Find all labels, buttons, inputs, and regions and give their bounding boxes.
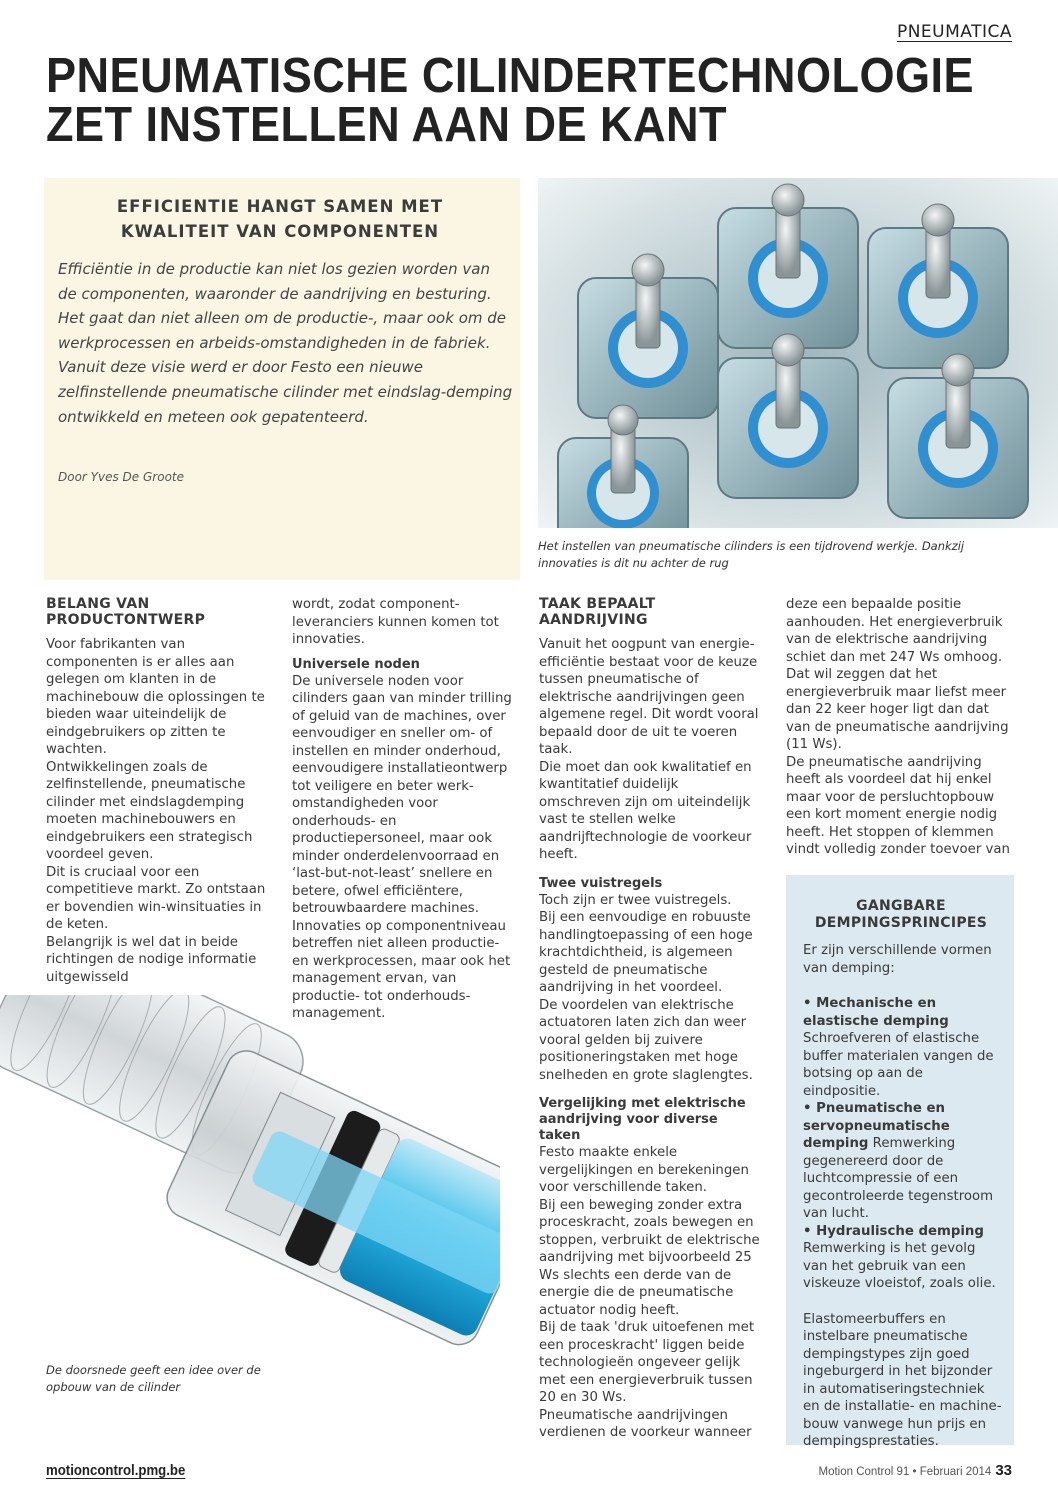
sidebar-body xyxy=(803,942,1003,1451)
sidebar-intro: Er zijn verschillende vormen van demping: xyxy=(803,943,992,976)
body-paragraph: Vanuit het oogpunt van energie-efficiëntie bestaat voor de keuze tussen pneumatische of elektrische aandrijvingen geen algemene regel. Dit wordt vooral bepaald door de uit te voeren taak. xyxy=(539,637,759,757)
sidebar-item xyxy=(803,1100,1003,1223)
subheading-line: Vergelijking met elektrische xyxy=(539,1096,746,1111)
page-number: 33 xyxy=(995,1462,1012,1479)
intro-lead xyxy=(58,257,513,429)
body-paragraph: wordt, zodat component-leveranciers kunnen komen tot innovaties. xyxy=(292,597,499,647)
footer-issue: Motion Control 91 • Februari 2014 xyxy=(818,1466,992,1478)
sidebar-item xyxy=(803,995,1003,1100)
section-heading xyxy=(539,596,761,628)
body-paragraph: De universele noden voor cilinders gaan van minder trilling of geluid van de machines, over eenvoudiger en sneller om- of instellen en minder onderhoud, eenvoudigere installatieontwerp tot veiligere en beter werk-omstandigheden voor onderhouds- en productiepersoneel, maar ook minder onderdelenvoorraad en ‘last-but-not-least’ snellere en betere, ofwel efficiëntere, betrouwbaardere machines. xyxy=(292,673,512,916)
body-paragraph: deze een bepaalde positie aanhouden. Het energieverbruik van de elektrische aandrijving schiet dan met 247 Ws omhoog. Dat wil zeggen dat het energieverbruik maar liefst meer dan 22 keer hoger ligt dan dat van de pneumatische aandrijving (11 Ws). xyxy=(786,597,1009,752)
byline: Door Yves De Groote xyxy=(58,470,184,484)
intro-heading-line-1: EFFICIENTIE HANGT SAMEN MET xyxy=(116,197,444,216)
sidebar-outro: Elastomeerbuffers en instelbare pneumatische dempingstypes zijn goed ingeburgerd in het bijzonder in automatiseringstechniek en de installatie- en machine-bouw vanwege hun prijs en dempingsprestaties. xyxy=(803,1311,1002,1449)
body-paragraph: Innovaties op componentniveau betreffen niet alleen productie- en werkprocessen, maar ook het management ervan, van productie- tot onderhouds-management. xyxy=(292,918,511,1021)
cylinders-photo xyxy=(538,178,1058,528)
column-2 xyxy=(292,596,514,1023)
cylinders-illustration xyxy=(538,178,1058,528)
sidebar-heading-line: DEMPINGSPRINCIPES xyxy=(814,915,988,931)
section-heading-line: TAAK BEPAALT xyxy=(539,596,656,612)
sidebar-heading-line: GANGBARE xyxy=(856,898,946,914)
cylinder-cutaway-illustration xyxy=(0,995,500,1420)
cutaway-caption: De doorsnede geeft een idee over de opbouw van de cilinder xyxy=(46,1363,261,1394)
intro-heading xyxy=(60,194,500,244)
sidebar-heading xyxy=(796,898,1006,932)
sidebar-item-text: Schroefveren of elastische buffer materialen vangen de botsing op aan de eindpositie. xyxy=(803,1031,994,1099)
subheading: Universele noden xyxy=(292,656,420,672)
cutaway-drawing xyxy=(0,995,500,1420)
section-heading-line: PRODUCTONTWERP xyxy=(46,612,206,628)
sidebar-item-text: Remwerking gegenereerd door de luchtcompressie of een gecontroleerde tegenstroom van lucht. xyxy=(803,1136,994,1221)
intro-paragraph: Vanuit deze visie werd er door Festo een nieuwe zelfinstellende pneumatische cilinder met eindslag-demping ontwikkeld en meteen ook gepatenteerd. xyxy=(58,358,513,426)
column-3 xyxy=(539,596,761,1442)
footer-website-link[interactable]: motioncontrol.pmg.be xyxy=(46,1462,186,1479)
title-line-2: ZET INSTELLEN AAN DE KANT xyxy=(46,98,728,152)
body-paragraph: Dit is cruciaal voor een competitieve markt. Zo ontstaan er bovendien win-winsituaties in de keten. xyxy=(46,864,266,932)
body-paragraph: Bij een eenvoudige en robuuste handlingtoepassing of een hoge krachtdichtheid, is algemeen gesteld de pneumatische aandrijving in het voordeel. xyxy=(539,910,753,995)
footer-issue-info xyxy=(819,1462,1012,1479)
section-heading-line: BELANG VAN xyxy=(46,596,150,612)
subheading: Twee vuistregels xyxy=(539,875,663,891)
subheading-line: aandrijving voor diverse taken xyxy=(539,1112,718,1143)
body-paragraph: Die moet dan ook kwalitatief en kwantitatief duidelijk omschreven zijn om uiteindelijk vast te stellen welke aandrijftechnologie de voorkeur heeft. xyxy=(539,759,752,862)
body-paragraph: Bij een beweging zonder extra proceskracht, zoals bewegen en stoppen, verbruikt de elektrische aandrijving met bijvoorbeeld 25 Ws slechts een derde van de energie die de pneumatische actuator nodig heeft. xyxy=(539,1197,760,1318)
section-heading-line: AANDRIJVING xyxy=(539,612,648,628)
sidebar-item-term: • Mechanische en elastische demping xyxy=(803,996,949,1029)
body-paragraph: Pneumatische aandrijvingen verdienen de voorkeur wanneer xyxy=(539,1407,752,1440)
sidebar-item xyxy=(803,1223,1003,1293)
sidebar-item-term: • Pneumatische en servopneumatische demping xyxy=(803,1101,950,1151)
body-paragraph: Bij de taak 'druk uitoefenen met een proceskracht' liggen beide technologieën ongeveer gelijk met een energieverbruik tussen 20 en 30 Ws. xyxy=(539,1320,755,1405)
intro-heading-line-2: KWALITEIT VAN COMPONENTEN xyxy=(120,222,440,241)
photo-caption: Het instellen van pneumatische cilinders is een tijdrovend werkje. Dankzij innovaties is dit nu achter de rug xyxy=(538,539,965,570)
column-4 xyxy=(786,596,1014,859)
body-paragraph: Belangrijk is wel dat in beide richtingen de nodige informatie uitgewisseld xyxy=(46,934,257,985)
intro-paragraph: Efficiëntie in de productie kan niet los gezien worden van de componenten, waaronder de aandrijving en besturing. Het gaat dan niet alleen om de productie-, maar ook om de werkprocessen en arbeids-omstandigheden in de fabriek. xyxy=(58,260,507,352)
article-title xyxy=(46,49,975,152)
column-1 xyxy=(46,596,268,986)
section-tag: PNEUMATICA xyxy=(896,22,1012,42)
sidebar-item-text: Remwerking is het gevolg van het gebruik van een viskeuze vloeistof, zoals olie. xyxy=(803,1241,996,1291)
body-paragraph: De pneumatische aandrijving heeft als voordeel dat hij enkel maar voor de persluchtopbouw een kort moment energie nodig heeft. Het stoppen of klemmen vindt volledig zonder toevoer van xyxy=(786,754,1010,857)
body-paragraph: Toch zijn er twee vuistregels. xyxy=(539,892,732,908)
body-paragraph: De voordelen van elektrische actuatoren laten zich dan weer vooral gelden bij zuivere positioneringstaken met hoge snelheden en grote slaglengtes. xyxy=(539,997,753,1083)
subheading xyxy=(539,1096,761,1144)
body-paragraph: Festo maakte enkele vergelijkingen en berekeningen voor verschillende taken. xyxy=(539,1145,749,1195)
title-line-1: PNEUMATISCHE CILINDERTECHNOLOGIE xyxy=(46,49,975,103)
section-heading xyxy=(46,596,268,628)
body-paragraph: Ontwikkelingen zoals de zelfinstellende, pneumatische cilinder met eindslagdemping moeten machinebouwers en eindgebruikers een strategisch voordeel geven. xyxy=(46,759,253,862)
sidebar-item-term: • Hydraulische demping xyxy=(803,1223,984,1239)
body-paragraph: Voor fabrikanten van componenten is er alles aan gelegen om klanten in de machinebouw die oplossingen te bieden waar uiteindelijk de eindgebruikers op zitten te wachten. xyxy=(46,637,265,757)
